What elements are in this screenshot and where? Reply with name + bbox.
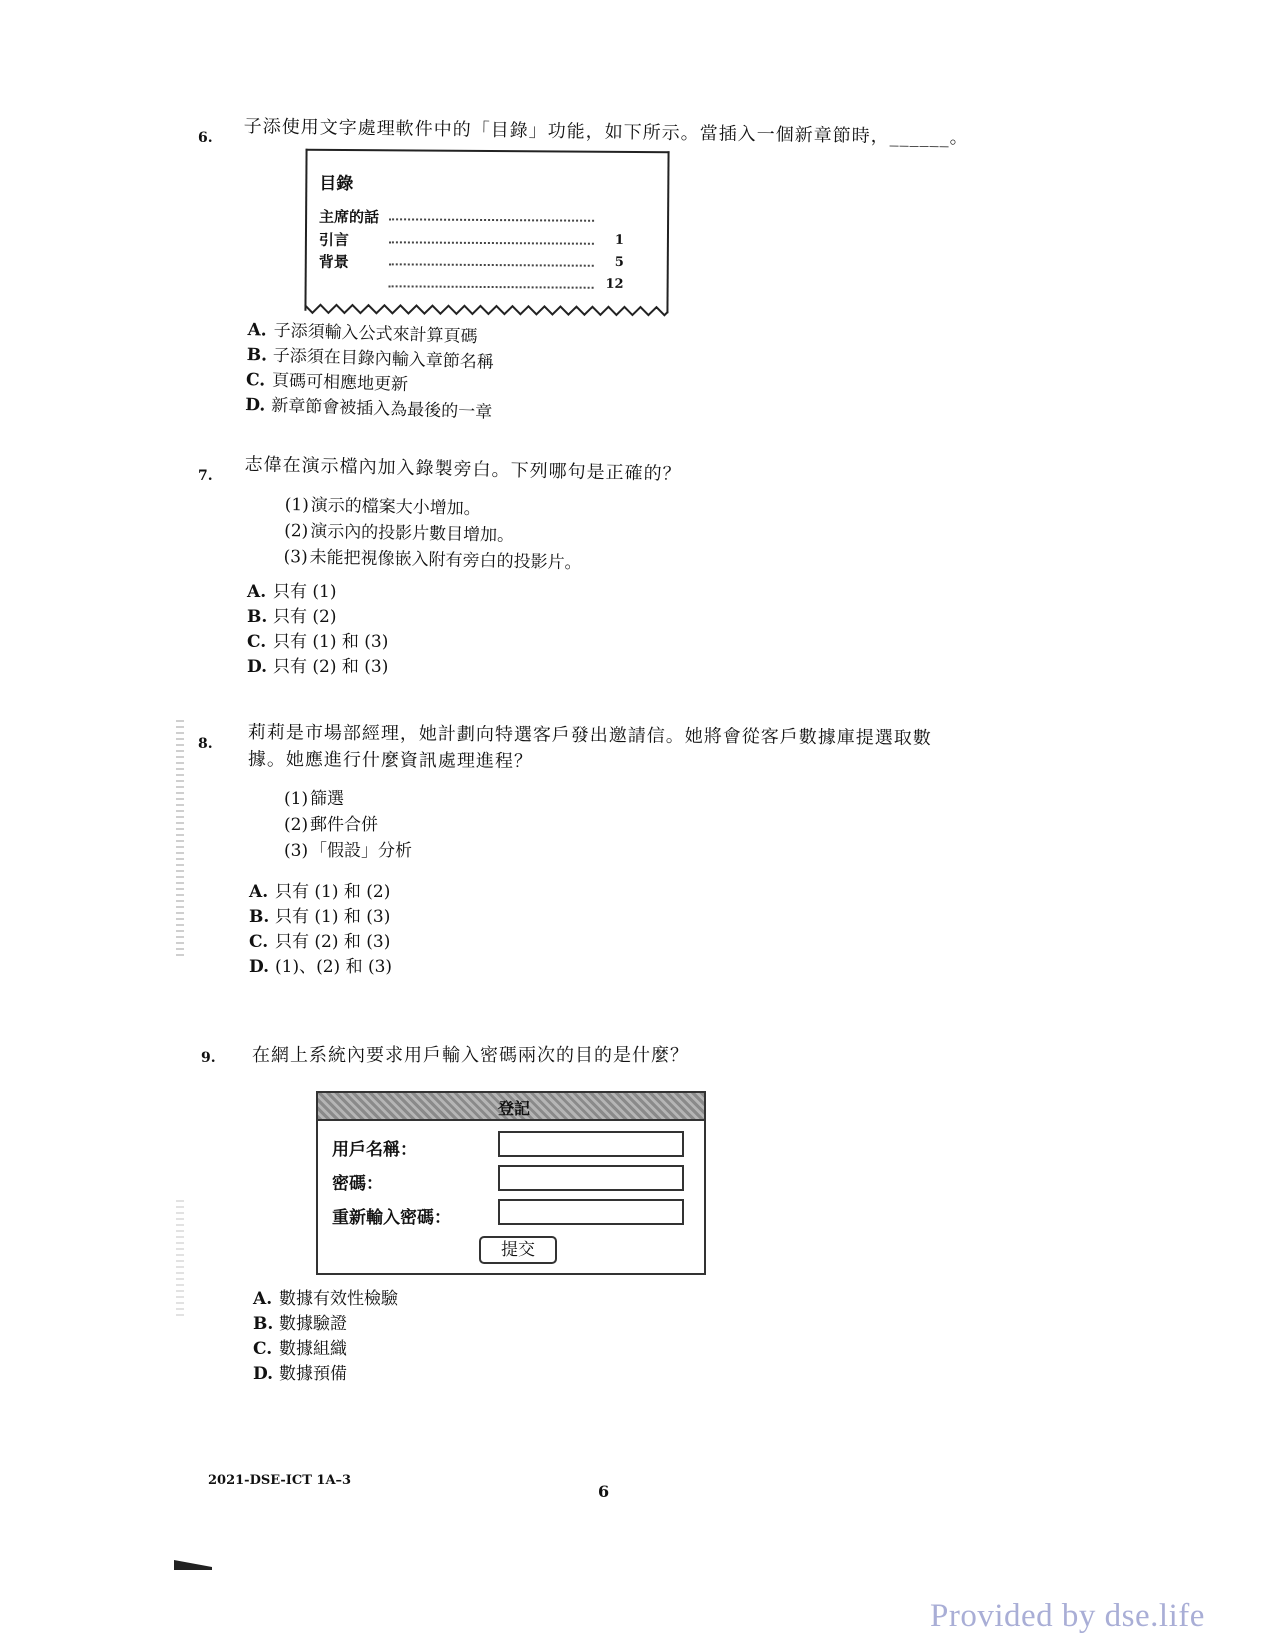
- toc-leader-dots: [389, 285, 594, 288]
- option-d: D. 只有 (2) 和 (3): [247, 657, 389, 677]
- confirm-password-input: [498, 1199, 684, 1225]
- question-9-options: [253, 1287, 398, 1387]
- toc-row: [319, 251, 624, 273]
- option-c: C. 只有 (1) 和 (3): [247, 632, 389, 652]
- toc-title: 目錄: [319, 173, 354, 195]
- toc-leader-dots: [389, 241, 594, 244]
- toc-leader-dots: [389, 218, 594, 221]
- toc-row-page: 5: [614, 254, 624, 270]
- option-a: A. 子添須輸入公式來計算頁碼: [247, 319, 478, 348]
- question-7-stem: 志偉在演示檔內加入錄製旁白。下列哪句是正確的？: [244, 453, 682, 485]
- statement: (1) 篩選: [284, 789, 344, 809]
- toc-row: [319, 206, 624, 228]
- password-input: [498, 1165, 684, 1191]
- statement: (2) 郵件合併: [284, 815, 378, 835]
- option-b: B. 只有 (2): [247, 607, 337, 627]
- toc-row-page: 12: [605, 276, 624, 292]
- option-b: B. 子添須在目錄內輸入章節名稱: [246, 344, 495, 373]
- option-b: B. 數據驗證: [253, 1314, 347, 1334]
- registration-form-figure: [316, 1091, 706, 1275]
- statement: (3) 「假設」分析: [284, 841, 412, 861]
- option-a: A. 只有 (1) 和 (2): [249, 882, 391, 902]
- form-title-bar: [318, 1093, 704, 1121]
- question-6-stem: 子添使用文字處理軟件中的「目錄」功能，如下所示。當插入一個新章節時，______。: [243, 115, 969, 149]
- toc-row: [319, 229, 624, 251]
- option-c: C. 數據組織: [253, 1339, 347, 1359]
- toc-row-label: 引言: [318, 230, 350, 250]
- toc-torn-edge: [304, 299, 668, 322]
- option-d: D. 數據預備: [253, 1364, 347, 1384]
- confirm-password-label: 重新輸入密碼：: [332, 1208, 451, 1228]
- username-input: [498, 1131, 684, 1157]
- question-7-number: 7.: [198, 468, 213, 484]
- statement: (2)演示內的投影片數目增加。: [283, 520, 515, 546]
- form-title: 登記: [498, 1099, 531, 1118]
- paper-code: 2021-DSE-ICT 1A–3: [208, 1473, 352, 1488]
- question-9-stem: 在網上系統內要求用戶輸入密碼兩次的目的是什麼？: [252, 1045, 689, 1066]
- question-7-statements: [283, 492, 583, 576]
- option-b: B. 只有 (1) 和 (3): [249, 907, 391, 927]
- toc-row-label: 背景: [318, 252, 349, 272]
- username-label: 用戶名稱：: [332, 1140, 417, 1160]
- option-c: C. 頁碼可相應地更新: [245, 369, 409, 396]
- option-c: C. 只有 (2) 和 (3): [249, 932, 391, 952]
- password-label: 密碼：: [332, 1174, 383, 1194]
- submit-button: 提交: [479, 1236, 557, 1264]
- question-8-options: [249, 880, 392, 980]
- question-7-options: [247, 580, 388, 680]
- question-8-stem-line-2: 據。她應進行什麼資訊處理進程？: [247, 748, 533, 772]
- question-8-stem-line-1: 莉莉是市場部經理，她計劃向特選客戶發出邀請信。她將會從客戶數據庫提選取數: [247, 721, 932, 749]
- question-6-number: 6.: [198, 130, 213, 146]
- question-9-number: 9.: [201, 1050, 216, 1066]
- question-8-statements: [284, 786, 412, 864]
- toc-row-label: 主席的話: [319, 207, 380, 227]
- toc-leader-dots: [389, 263, 594, 266]
- option-d: D. (1)、(2) 和 (3): [249, 957, 393, 977]
- statement: (1)演示的檔案大小增加。: [284, 494, 481, 520]
- toc-row: [319, 273, 624, 295]
- watermark: Provided by dse.life: [930, 1598, 1205, 1634]
- scan-corner-mark: [174, 1560, 212, 1570]
- toc-figure: [304, 149, 669, 314]
- question-6-options: [245, 318, 495, 426]
- toc-row-page: 1: [614, 232, 624, 248]
- scan-edge-artifact: [176, 720, 184, 960]
- statement: (3)未能把視像嵌入附有旁白的投影片。: [283, 546, 582, 574]
- option-a: A. 只有 (1): [247, 582, 337, 602]
- scan-edge-artifact: [176, 1200, 184, 1320]
- question-8-number: 8.: [198, 736, 213, 752]
- option-a: A. 數據有效性檢驗: [253, 1289, 398, 1309]
- option-d: D. 新章節會被插入為最後的一章: [244, 394, 493, 423]
- page-number: 6: [598, 1482, 610, 1501]
